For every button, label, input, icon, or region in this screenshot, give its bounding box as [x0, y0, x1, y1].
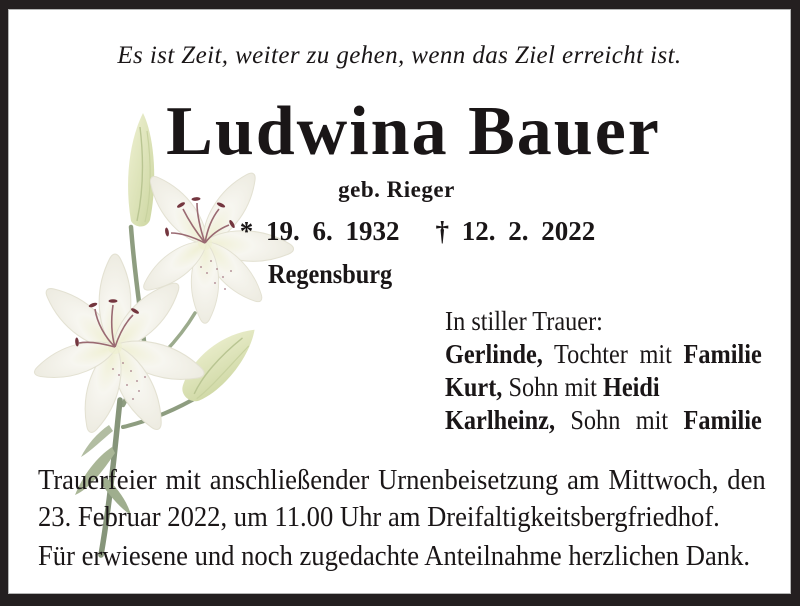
epitaph-quote: Es ist Zeit, weiter zu gehen, wenn das Ziel erreicht ist. — [117, 42, 682, 69]
obituary-page — [9, 10, 790, 593]
name-row — [37, 92, 790, 172]
mourner-line: Kurt, Sohn mit Heidi — [445, 372, 660, 402]
mourner-line: Gerlinde, Tochter mit Familie — [445, 339, 762, 369]
city-name: Regensburg — [268, 259, 393, 289]
birth-date: * 19. 6. 1932 — [239, 216, 400, 246]
funeral-info — [38, 462, 766, 536]
maiden-name: geb. Rieger — [338, 177, 455, 202]
funeral-line: Trauerfeier mit anschließender Urnenbeisetzung am Mittwoch, den — [38, 465, 766, 496]
death-date: † 12. 2. 2022 — [435, 216, 596, 246]
life-dates — [27, 215, 790, 247]
mourners-list — [445, 338, 762, 437]
mourner-line: Karlheinz, Sohn mit Familie — [445, 405, 762, 435]
thanks-line: Für erwiesene und noch zugedachte Anteilnahme herzlichen Dank. — [38, 541, 751, 572]
funeral-line: 23. Februar 2022, um 11.00 Uhr am Dreifaltigkeitsbergfriedhof. — [38, 502, 720, 533]
mourning-intro: In stiller Trauer: — [445, 306, 603, 336]
mourners-block — [445, 305, 762, 437]
deceased-name: Ludwina Bauer — [166, 93, 661, 170]
